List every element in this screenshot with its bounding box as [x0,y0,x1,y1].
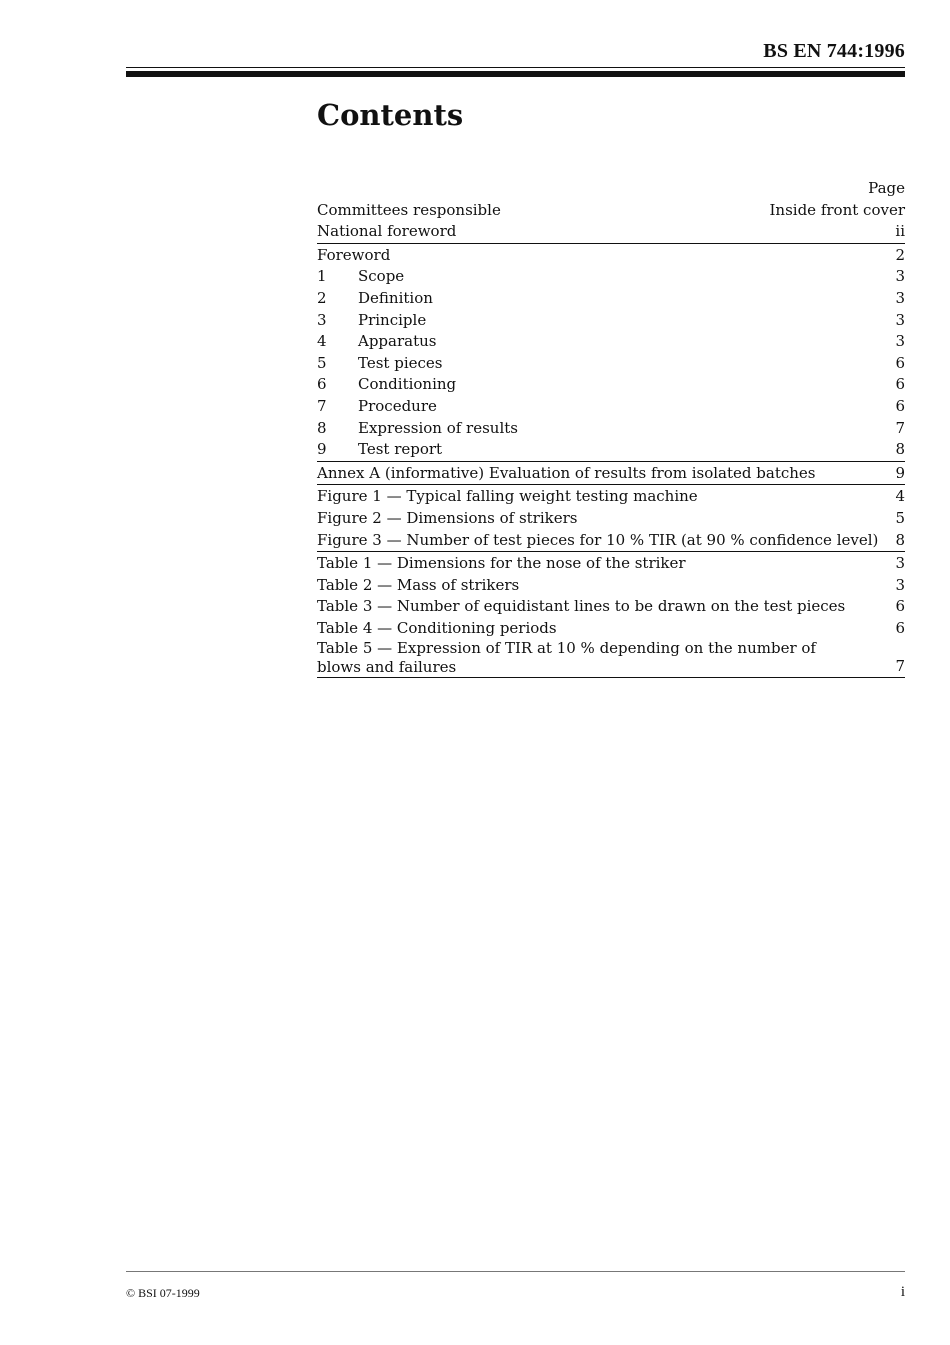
clause-label: Test pieces [358,353,443,372]
clause-number: 3 [317,310,327,329]
toc-entry-page: ii [895,222,905,241]
toc-clause-8[interactable] [317,418,905,440]
toc-clause-3[interactable] [317,310,905,332]
toc-entry-label: Table 1 — Dimensions for the nose of the striker [317,554,686,573]
toc-entry-label: National foreword [317,222,457,241]
clause-label: Principle [358,310,427,329]
toc-entry-page: 7 [895,656,905,675]
toc-entry-page: 6 [895,353,905,372]
toc-entry-label: Figure 2 — Dimensions of strikers [317,508,578,527]
copyright-notice: © BSI 07-1999 [126,1286,200,1300]
toc-entry-page: 2 [895,245,905,264]
toc-clause-7[interactable] [317,396,905,418]
toc-clause-5[interactable] [317,353,905,375]
toc-entry-label: Committees responsible [317,200,501,219]
toc-entry-foreword[interactable] [317,244,905,267]
toc-clause-4[interactable] [317,331,905,353]
toc-clause-2[interactable] [317,288,905,310]
toc-entry-national-foreword[interactable] [317,221,905,244]
clause-label: Expression of results [358,418,518,437]
toc-figure-2[interactable] [317,508,905,530]
toc-annex-a[interactable] [317,462,905,486]
page-number: i [900,1284,905,1300]
toc-entry-label: Table 5 — Expression of TIR at 10 % depending on the number of blows and failures [317,639,816,677]
clause-label: Procedure [358,396,437,415]
clause-number: 5 [317,353,327,372]
toc-table-5[interactable] [317,639,905,678]
toc-table-4[interactable] [317,618,905,640]
clause-number: 2 [317,288,327,307]
toc-page-heading-row [317,178,905,200]
clause-number: 6 [317,375,327,394]
clause-label: Apparatus [358,332,437,351]
toc-entry-committees[interactable] [317,200,905,222]
toc-entry-page: 3 [895,267,905,286]
toc-entry-page: 6 [895,618,905,637]
toc-entry-label: Foreword [317,245,391,264]
clause-label: Test report [358,440,443,459]
clause-label: Definition [358,288,433,307]
clause-label: Scope [358,267,405,286]
toc-entry-label: Table 4 — Conditioning periods [317,618,557,637]
toc-entry-label: Table 2 — Mass of strikers [317,575,520,594]
clause-number: 4 [317,332,327,351]
table-of-contents [317,178,905,678]
toc-entry-page: 5 [895,508,905,527]
clause-number: 7 [317,396,327,415]
toc-figure-3[interactable] [317,530,905,553]
toc-entry-page: 3 [895,288,905,307]
header-rule-thick [126,71,905,77]
toc-entry-page: 3 [895,575,905,594]
toc-table-2[interactable] [317,575,905,597]
toc-entry-label: Figure 1 — Typical falling weight testing machine [317,487,698,506]
toc-entry-page: 3 [895,554,905,573]
toc-entry-label: Figure 3 — Number of test pieces for 10 % TIR (at 90 % confidence level) [317,530,879,549]
clause-number: 9 [317,440,327,459]
toc-entry-label: Table 3 — Number of equidistant lines to be drawn on the test pieces [317,597,846,616]
toc-clause-6[interactable] [317,374,905,396]
clause-label: Conditioning [358,375,457,394]
toc-entry-page: 6 [895,375,905,394]
toc-entry-page: 7 [895,418,905,437]
toc-entry-page: 6 [895,597,905,616]
clause-number: 8 [317,418,327,437]
standard-reference: BS EN 744:1996 [763,40,905,62]
footer-rule [126,1271,905,1272]
toc-figure-1[interactable] [317,485,905,508]
toc-entry-page: 8 [895,530,905,549]
toc-clause-1[interactable] [317,266,905,288]
toc-entry-page: 3 [895,332,905,351]
toc-entry-page: 4 [895,487,905,506]
page-title: Contents [317,98,464,132]
toc-table-1[interactable] [317,552,905,575]
toc-entry-page: 3 [895,310,905,329]
toc-table-3[interactable] [317,596,905,618]
header-rule-thin [126,67,905,68]
toc-entry-page: 9 [895,463,905,482]
clause-number: 1 [317,267,327,286]
toc-clause-9[interactable] [317,439,905,462]
toc-page-heading: Page [868,179,905,197]
toc-entry-page: 8 [895,440,905,459]
toc-entry-page: 6 [895,396,905,415]
toc-entry-page: Inside front cover [769,200,905,219]
toc-entry-label: Annex A (informative) Evaluation of results from isolated batches [317,463,816,482]
